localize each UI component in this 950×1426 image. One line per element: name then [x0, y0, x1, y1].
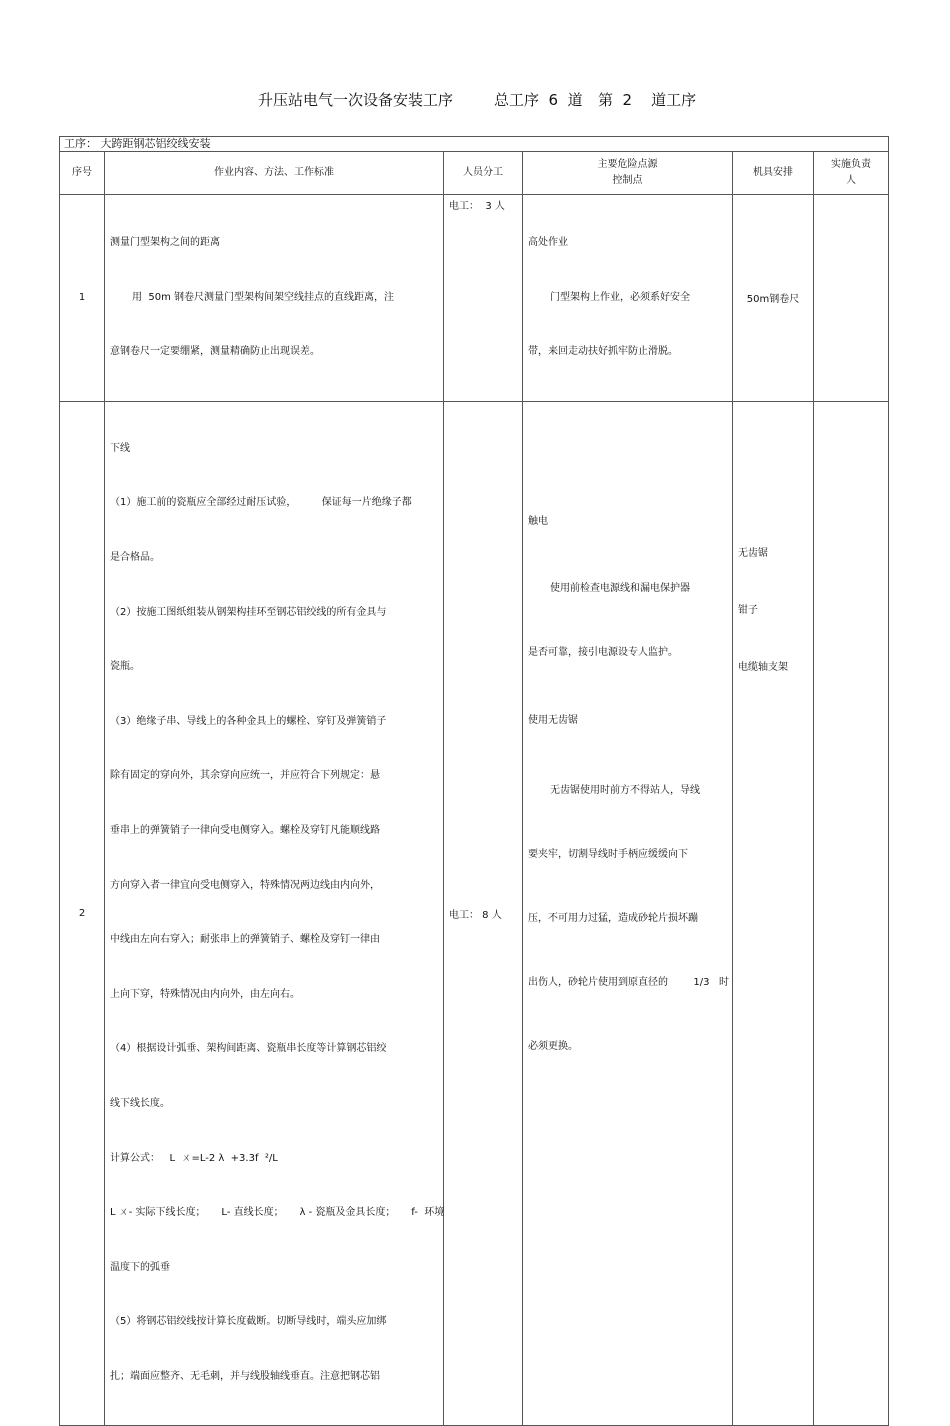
content-line: 意钢卷尺一定要绷紧，测量精确防止出现误差。: [110, 346, 320, 358]
col-header-hazard-line2: 控制点: [612, 175, 643, 186]
row-hazard: [523, 401, 733, 1426]
current-step: 第 2 道工序: [598, 91, 697, 109]
col-header-tools: 机具安排: [733, 152, 814, 195]
hazard-line: 必须更换。: [528, 1040, 578, 1052]
col-header-responsible-line1: 实施负责: [831, 159, 872, 170]
staff-text: 电工： 8 人: [449, 910, 502, 922]
table-row: [60, 401, 889, 1426]
content-line: 是合格品。: [110, 551, 160, 563]
content-line: 温度下的弧垂: [110, 1261, 170, 1273]
section-title: 工序： 大跨距钢芯铝绞线安装: [60, 137, 889, 152]
content-line: 垂串上的弹簧销子一律向受电侧穿入。螺栓及穿钉凡能顺线路: [110, 824, 380, 836]
formula-line: 计算公式： L ㄨ=L-2 λ +3.3f ²/L: [110, 1152, 278, 1164]
total-steps: 总工序 6 道: [494, 91, 583, 109]
table-row: [60, 195, 889, 402]
procedure-table: [59, 136, 889, 1426]
tool-item: 50m钢卷尺: [746, 294, 800, 306]
col-header-content: 作业内容、方法、工作标准: [105, 152, 444, 195]
content-line: （5）将钢芯铝绞线按计算长度截断。切断导线时，端头应加绑: [110, 1316, 387, 1328]
hazard-line: 是否可靠，接引电源设专人监护。: [528, 646, 678, 658]
hazard-line: 带，来回走动扶好抓牢防止滑脱。: [528, 346, 678, 358]
content-line: 上向下穿，特殊情况由内向外，由左向右。: [110, 988, 300, 1000]
content-line: （3）绝缘子串、导线上的各种金具上的螺栓、穿钉及弹簧销子: [110, 715, 387, 727]
col-header-responsible: [814, 152, 889, 195]
tool-item: 电缆轴支架: [738, 661, 788, 673]
hazard-line: 使用前检查电源线和漏电保护器: [550, 582, 690, 594]
content-line: （4）根据设计弧垂、架构间距离、瓷瓶串长度等计算钢芯铝绞: [110, 1043, 387, 1055]
hazard-line: 出伤人，砂轮片使用到原直径的 1/3 时: [528, 976, 730, 988]
hazard-line: 无齿锯使用时前方不得站人，导线: [550, 784, 700, 796]
content-line: 线下线长度。: [110, 1097, 170, 1109]
row-content: [105, 401, 444, 1426]
col-header-no: 序号: [60, 152, 105, 195]
staff-text: 电工： 3 人: [449, 201, 505, 212]
row-number: 2: [60, 401, 105, 1426]
content-line: 方向穿入者一律宜向受电侧穿入，特殊情况两边线由内向外，: [110, 879, 380, 891]
col-header-staff: 人员分工: [444, 152, 523, 195]
content-line: （1）施工前的瓷瓶应全部经过耐压试验， 保证每一片绝缘子都: [110, 497, 412, 509]
row-tools: [733, 195, 814, 402]
row-responsible: [814, 195, 889, 402]
col-header-responsible-line2: 人: [846, 175, 857, 186]
row-number: 1: [60, 195, 105, 402]
tool-item: 钳子: [738, 604, 758, 616]
hazard-line: 触电: [528, 515, 548, 527]
hazard-line: 要夹牢，切割导线时手柄应缓缓向下: [528, 848, 688, 860]
hazard-line: 使用无齿锯: [528, 714, 578, 726]
row-content: [105, 195, 444, 402]
tool-item: 无齿锯: [738, 547, 768, 559]
content-line: 扎；端面应整齐、无毛刺，并与线股轴线垂直。注意把钢芯铝: [110, 1370, 380, 1382]
col-header-hazard-line1: 主要危险点源: [597, 159, 658, 170]
col-header-hazard: [523, 152, 733, 195]
row-staff: [444, 195, 523, 402]
row-staff: [444, 401, 523, 1426]
content-line: （2）按施工图纸组装从钢架构挂环至钢芯铝绞线的所有金具与: [110, 606, 387, 618]
row-hazard: [523, 195, 733, 402]
content-line: 测量门型架构之间的距离: [110, 237, 220, 248]
row-tools: [733, 401, 814, 1426]
content-line: 中线由左向右穿入；耐张串上的弹簧销子、螺栓及穿钉一律由: [110, 934, 380, 946]
hazard-line: 门型架构上作业，必须系好安全: [550, 291, 690, 303]
content-line: 除有固定的穿向外，其余穿向应统一，并应符合下列规定：悬: [110, 770, 380, 782]
hazard-line: 压，不可用力过猛，造成砂轮片损坏蹦: [528, 912, 698, 924]
hazard-line: 高处作业: [528, 237, 568, 248]
table-header-row: [60, 152, 889, 195]
content-line: L ㄨ- 实际下线长度； L- 直线长度； λ - 瓷瓶及金具长度； f- 环境: [110, 1207, 445, 1219]
content-line: 瓷瓶。: [110, 661, 140, 673]
content-line: 下线: [110, 442, 130, 454]
document-title: 升压站电气一次设备安装工序: [258, 91, 454, 109]
content-line: 用 50m 钢卷尺测量门型架构间架空线挂点的直线距离，注: [132, 291, 395, 303]
row-responsible: [814, 401, 889, 1426]
